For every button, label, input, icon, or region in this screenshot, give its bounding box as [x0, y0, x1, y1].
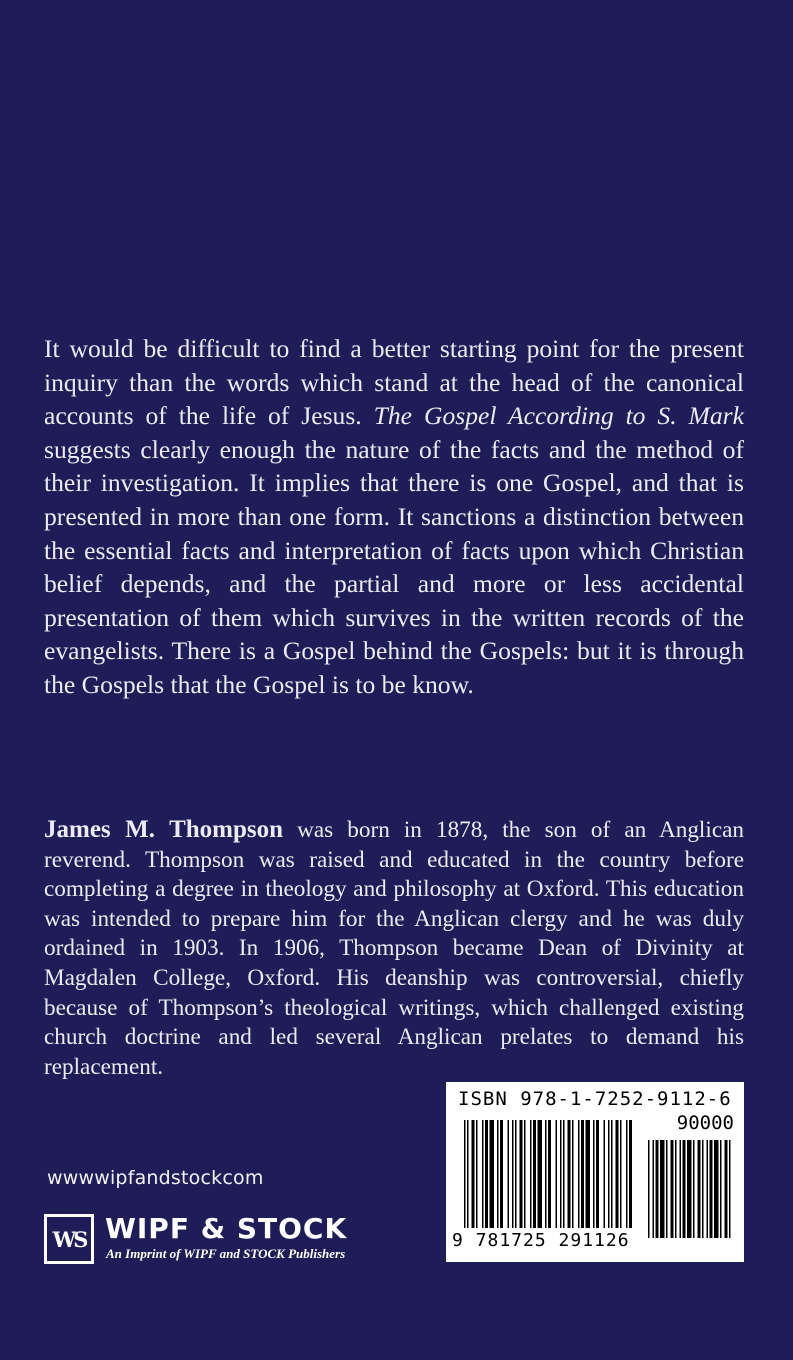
barcode-bar [586, 1120, 591, 1228]
barcode-bar [660, 1140, 665, 1238]
barcode-bar [578, 1120, 580, 1228]
barcode-bar [671, 1140, 674, 1238]
isbn-label: ISBN 978-1-7252-9112-6 [458, 1088, 732, 1110]
barcode-bar [620, 1120, 622, 1228]
price-addon-code: 90000 [676, 1112, 734, 1134]
barcode-bar [512, 1120, 514, 1228]
blurb-book-title: The Gospel According to S. Mark [373, 401, 744, 431]
barcode-bar [687, 1140, 692, 1238]
barcode-bar [666, 1140, 668, 1238]
author-name: James M. Thompson [44, 816, 284, 843]
barcode-bar [714, 1140, 719, 1238]
barcode-bar [656, 1140, 659, 1238]
barcode-bar [698, 1140, 701, 1238]
publisher-imprint: An Imprint of WIPF and STOCK Publishers [106, 1246, 346, 1261]
barcode-bar [593, 1120, 595, 1228]
barcode-bar [472, 1120, 475, 1228]
barcode-bar [616, 1120, 619, 1228]
barcode-bars-icon [464, 1120, 632, 1228]
barcode-bar [533, 1120, 536, 1228]
barcode-bar [707, 1140, 709, 1238]
barcode-bar [725, 1140, 728, 1238]
barcode-bar [683, 1140, 686, 1238]
blurb-rest: suggests clearly enough the nature of the facts and the method of their investigation. It implies that there is one Gospel, and that is presented in more than one form. It sanctions a distinction between the essential facts and interpretation of facts upon which Christian belief depends, and the partial and more or less accidental presentation of them which survives in the written records of the evangelists. There is a Gospel behind the Gospels: but it is through the Gospels that the Gospel is to be know. [44, 434, 744, 699]
barcode-bar [545, 1120, 547, 1228]
barcode-bar [675, 1140, 677, 1238]
barcode-bar [520, 1120, 523, 1228]
barcode-bar [710, 1140, 713, 1238]
barcode-bar [568, 1120, 571, 1228]
barcode-bar [563, 1120, 565, 1228]
barcode-bar [556, 1120, 558, 1228]
barcode-bar [611, 1120, 613, 1228]
publisher-name: WIPF & STOCK [105, 1212, 348, 1245]
barcode-bar [476, 1120, 478, 1228]
barcode-bar [482, 1120, 484, 1228]
isbn-barcode [446, 1082, 744, 1262]
blurb-intro: It would be difficult to find a better starting point for the present inquiry than the words which stand at the head of the canonical accounts of the life of Jesus. [44, 334, 744, 431]
publisher-website: wwwwipfandstockcom [47, 1167, 264, 1189]
barcode-bar [720, 1140, 722, 1238]
barcode-bar [500, 1120, 503, 1228]
barcode-bar [581, 1120, 584, 1228]
barcode-bar [560, 1120, 562, 1228]
barcode-bar [524, 1120, 526, 1228]
author-bio [44, 815, 744, 1082]
author-bio-text: was born in 1878, the son of an Anglican reverend. Thompson was raised and educated in the country before completing a degree in theology and philosophy at Oxford. This education was intended to prepare him for the Anglican clergy and he was duly ordained in 1903. In 1906, Thompson became Dean of Divinity at Magdalen College, Oxford. His deanship was controversial, chiefly because of Thompson’s theological writings, which challenged existing church doctrine and led several Anglican prelates to demand his replacement. [44, 817, 744, 1080]
publisher-logo-letters: WS [52, 1226, 86, 1252]
barcode-digits: 9 781725 291126 [452, 1230, 630, 1251]
publisher-logo-icon [44, 1214, 94, 1264]
barcode-bar [653, 1140, 655, 1238]
barcode-bar [648, 1140, 650, 1238]
barcode-bar [626, 1120, 628, 1228]
barcode-bar [515, 1120, 517, 1228]
barcode-bar [680, 1140, 682, 1238]
barcode-bar [485, 1120, 488, 1228]
barcode-bar [729, 1140, 731, 1238]
barcode-bar [490, 1120, 495, 1228]
back-cover-blurb [44, 332, 744, 702]
barcode-bar [693, 1140, 695, 1238]
barcode-bar [538, 1120, 543, 1228]
barcode-bar [464, 1120, 466, 1228]
barcode-bar [548, 1120, 551, 1228]
barcode-bar [702, 1140, 704, 1238]
barcode-bar [467, 1120, 469, 1228]
barcode-bar [596, 1120, 599, 1228]
barcode-bar [608, 1120, 610, 1228]
barcode-bar [508, 1120, 510, 1228]
addon-barcode-bars-icon [648, 1140, 732, 1238]
barcode-bar [497, 1120, 499, 1228]
barcode-bar [530, 1120, 532, 1228]
barcode-bar [629, 1120, 632, 1228]
barcode-bar [572, 1120, 574, 1228]
barcode-bar [604, 1120, 606, 1228]
